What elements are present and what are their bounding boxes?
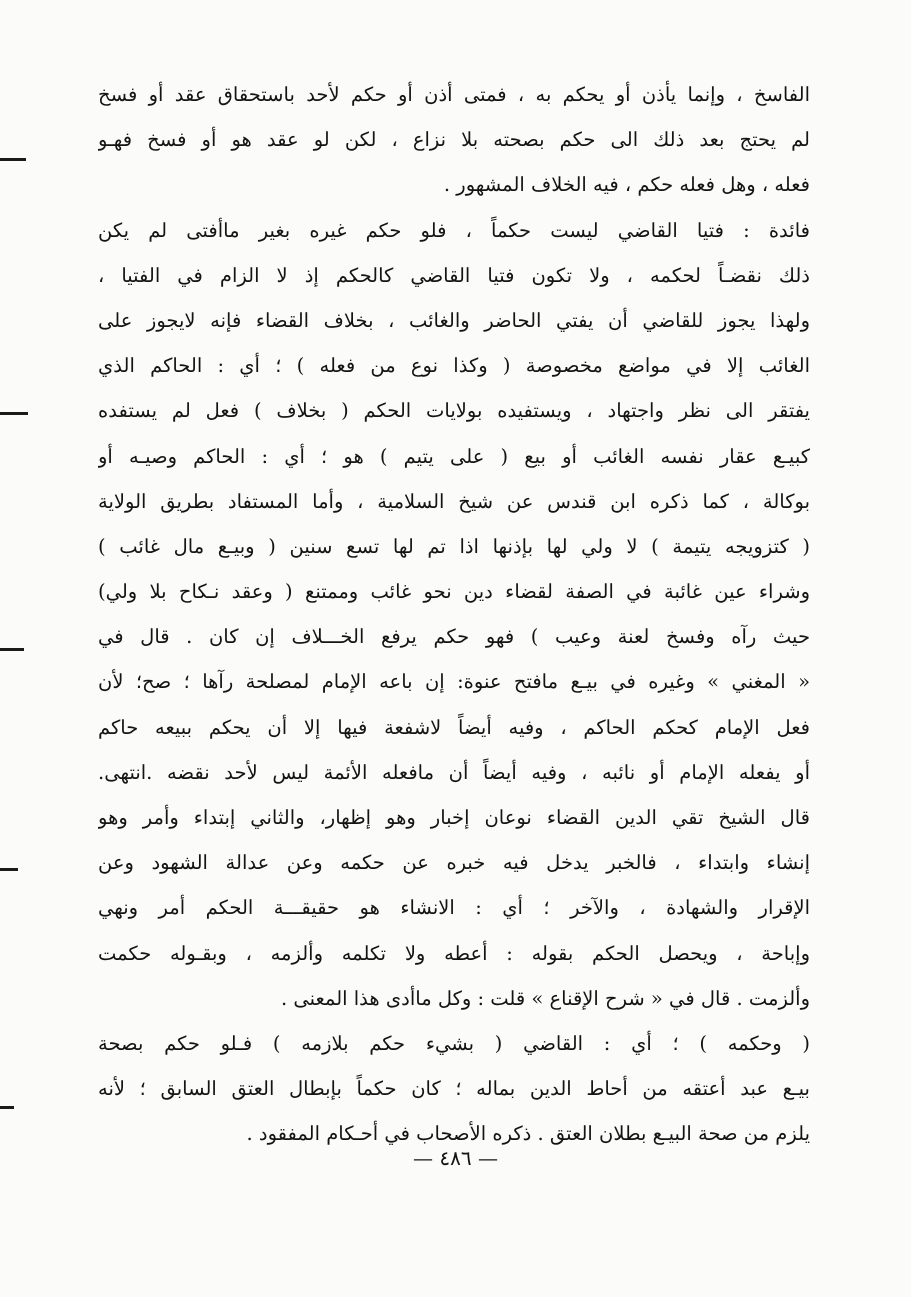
text-line: فائدة : فتيا القاضي ليست حكماً ، فلو حكم غيره بغير ماأفتى لم يكن — [98, 218, 810, 242]
text-line: لم يحتج بعد ذلك الى حكم بصحته بلا نزاع ، لكن لو عقد هو أو فسخ فهـو — [98, 128, 810, 152]
text-line: الفاسخ ، وإنما يأذن أو يحكم به ، فمتى أذن أو حكم لأحد باستحقاق عقد أو فسخ — [98, 83, 810, 106]
text-line: حيث رآه وفسخ لعنة وعيب ) فهو حكم يرفع الخـــلاف إن كان . قال في — [98, 625, 810, 649]
text-line: ( وحكمه ) ؛ أي : القاضي ( بشيء حكم بلازمه ) فـلو حكم بصحة — [98, 1031, 810, 1055]
text-line: أو يفعله الإمام أو نائبه ، وفيه أيضاً أن مافعله الأئمة ليس لأحد نقضه .انتهى. — [98, 760, 810, 784]
text-line: « المغني » وغيره في بيـع مافتح عنوة: إن باعه الإمام لمصلحة رآها ؛ صح؛ لأن — [98, 670, 810, 694]
text-line: الإقرار والشهادة ، والآخر ؛ أي : الانشاء هو حقيقـــة الحكم أمر ونهي — [98, 896, 810, 920]
text-line: قال الشيخ تقي الدين القضاء نوعان إخبار وهو إظهار، والثاني إبتداء وأمر وهو — [98, 806, 810, 829]
text-line: كبيـع عقار نفسه الغائب أو بيع ( على يتيم ) هو ؛ أي : الحاكم وصيـه أو — [98, 444, 810, 468]
margin-mark — [0, 1106, 14, 1109]
text-line: ولهذا يجوز للقاضي أن يفتي الحاضر والغائب ، بخلاف القضاء فإنه لايجوز على — [98, 308, 810, 332]
text-line: بيـع عبد أعتقه من أحاط الدين بماله ؛ كان حكماً بإبطال العتق السابق ؛ لأنه — [98, 1077, 810, 1101]
text-line: ذلك نقضـاً لحكمه ، ولا تكون فتيا القاضي كالحكم إذ لا الزام في الفتيا ، — [98, 263, 810, 287]
text-line: وإباحة ، ويحصل الحكم بقوله : أعطه ولا تكلمه وألزمه ، وبقـوله حكمت — [98, 941, 810, 965]
text-line: فعله ، وهل فعله حكم ، فيه الخلاف المشهور . — [443, 173, 810, 197]
text-line: وشراء عين غائبة في الصفة لقضاء دين نحو غائب وممتنع ( وعقد نـكاح بلا ولي) — [98, 580, 810, 604]
page-number: — ٤٨٦ — — [413, 1146, 498, 1170]
text-line: وألزمت . قال في « شرح الإقناع » قلت : وكل ماأدى هذا المعنى . — [280, 986, 810, 1010]
text-line: يلزم من صحة البيـع بطلان العتق . ذكره الأصحاب في أحـكام المفقود . — [246, 1122, 810, 1146]
text-line: بوكالة ، كما ذكره ابن قندس عن شيخ السلامية ، وأما المستفاد بطريق الولاية — [98, 489, 810, 513]
body-text — [98, 72, 810, 1157]
text-line: إنشاء وابتداء ، فالخبر يدخل فيه خبره عن حكمه وعن عدالة الشهود وعن — [98, 851, 810, 875]
text-line: فعل الإمام كحكم الحاكم ، وفيه أيضاً لاشفعة فيها إلا أن يحكم ببيعه حاكم — [98, 715, 810, 739]
text-line: ( كتزويجه يتيمة ) لا ولي لها بإذنها اذا تم لها تسع سنين ( وبيـع مال غائب ) — [98, 534, 810, 558]
margin-mark — [0, 868, 18, 871]
margin-mark — [0, 648, 24, 651]
text-line: يفتقر الى نظر واجتهاد ، ويستفيده بولايات الحكم ( بخلاف ) فعل لم يستفده — [98, 399, 810, 423]
text-line: الغائب إلا في مواضع مخصوصة ( وكذا نوع من فعله ) ؛ أي : الحاكم الذي — [98, 354, 810, 378]
margin-mark — [0, 158, 26, 161]
margin-mark — [0, 412, 28, 415]
